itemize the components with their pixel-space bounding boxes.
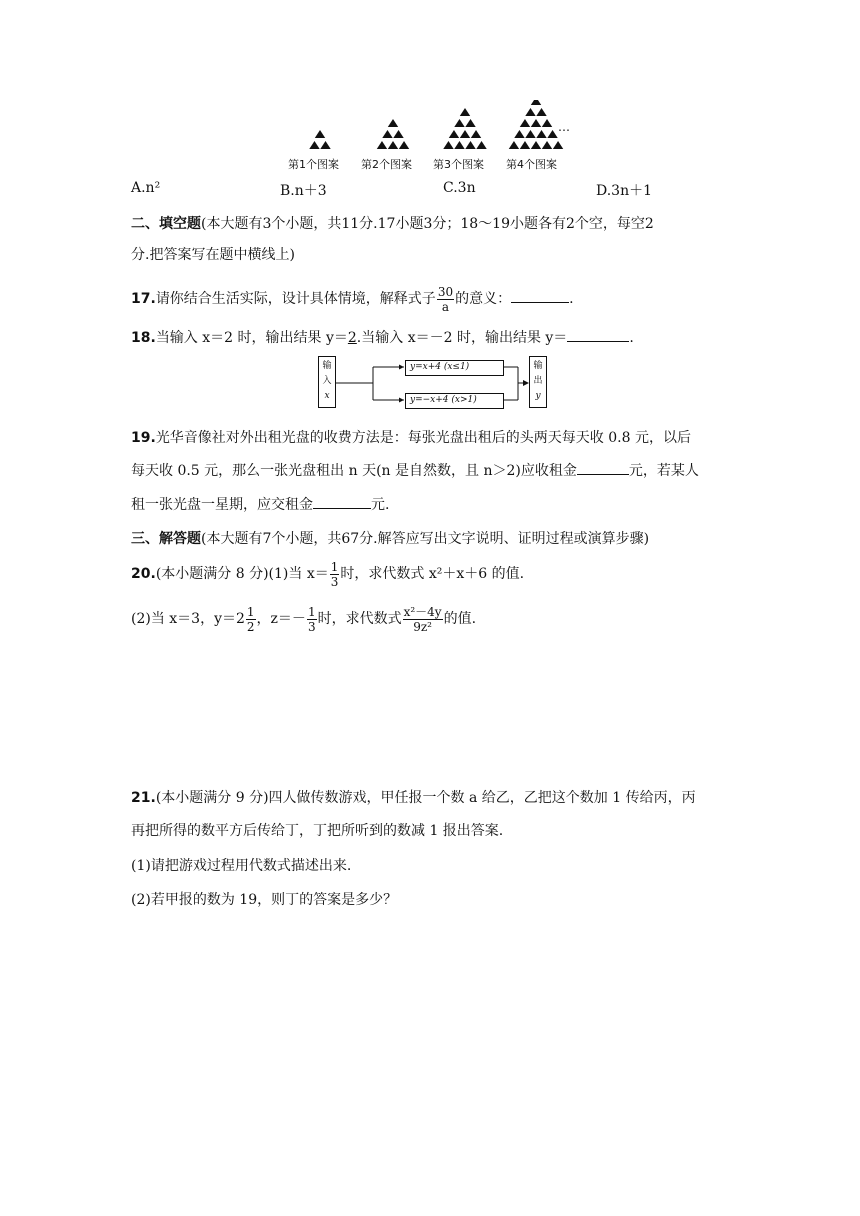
- q20-p2-frac2-num: 1: [307, 604, 316, 619]
- section3-desc: (本大题有7个小题，共67分.解答应写出文字说明、证明过程或演算步骤): [201, 531, 650, 547]
- pattern-3-triangle: [471, 130, 481, 138]
- pattern-2-triangle: [382, 130, 392, 138]
- flow-input-box: [318, 356, 336, 408]
- q17-text-b: 的意义：: [455, 291, 512, 307]
- section3-heading: [131, 529, 649, 549]
- section2-desc-2: 分.把答案写在题中横线上): [131, 247, 295, 263]
- pattern-4-triangle: [531, 141, 541, 149]
- flow-input-char-2: 入: [322, 376, 332, 386]
- question-19-line-3: [131, 494, 389, 515]
- pattern-3-triangle: [460, 108, 470, 116]
- flow-output-char-1: 输: [533, 361, 543, 371]
- q17-answer-blank[interactable]: [511, 288, 569, 303]
- q20-p2-frac2-den: 3: [307, 619, 316, 634]
- q20-p2-fraction-3: [403, 605, 443, 634]
- pattern-3-triangle: [465, 141, 475, 149]
- q20-p2-frac3-num: x²－4y: [403, 604, 442, 619]
- q17-frac-den: a: [441, 299, 450, 314]
- pattern-4-triangle: [531, 119, 541, 127]
- flow-branch-top-text: y=x+4 (x≤1): [410, 362, 470, 372]
- flow-output-var: y: [535, 391, 541, 401]
- option-a: A.n²: [131, 180, 161, 196]
- q19-line3b: 元.: [371, 497, 390, 513]
- q20-p1-frac-den: 3: [330, 574, 339, 589]
- q18-value: 2: [347, 330, 357, 346]
- q20-p1-frac-num: 1: [330, 559, 339, 574]
- pattern-4-triangle: [520, 141, 530, 149]
- triangle-patterns-figure: [280, 100, 580, 155]
- q19-line2b: 元，若某人: [628, 463, 699, 479]
- pattern-4-triangle: [509, 141, 519, 149]
- q18-number: 18.: [131, 330, 156, 346]
- pattern-3-triangle: [460, 130, 470, 138]
- q17-number: 17.: [131, 291, 156, 307]
- q20-p2b: ，z＝－: [256, 611, 306, 627]
- q20-p2d: 的值.: [443, 611, 477, 627]
- pattern-4-triangle: [553, 141, 563, 149]
- flow-branch-bottom-text: y=−x+4 (x>1): [410, 395, 477, 405]
- pattern-4-triangle: [531, 100, 541, 105]
- option-b: B.n＋3: [280, 183, 327, 199]
- pattern-caption-3: 第3个图案: [433, 158, 484, 171]
- pattern-4-triangle: [536, 130, 546, 138]
- flow-output-box: [529, 356, 547, 408]
- q19-answer-blank-1[interactable]: [577, 460, 629, 475]
- q20-number: 20.: [131, 566, 156, 582]
- pattern-3-triangle: [465, 119, 475, 127]
- flow-input-char-1: 输: [322, 361, 332, 371]
- question-21-line-1: [131, 788, 696, 808]
- q18-text-a: 当输入 x＝2 时，输出结果 y＝: [155, 330, 348, 346]
- pattern-1-triangle: [315, 130, 325, 138]
- question-19-line-2: [131, 460, 699, 481]
- q21-line2: 再把所得的数平方后传给丁，丁把所听到的数减 1 报出答案.: [131, 823, 504, 839]
- pattern-1-triangle: [309, 141, 319, 149]
- pattern-2-triangle: [399, 141, 409, 149]
- question-20-part-1: [131, 556, 524, 592]
- q18-answer-blank[interactable]: [567, 327, 629, 342]
- q21-sub1: (1)请把游戏过程用代数式描述出来.: [131, 858, 352, 874]
- pattern-2-triangle: [377, 141, 387, 149]
- question-17: [131, 282, 574, 316]
- q21-line1: (本小题满分 9 分)四人做传数游戏，甲任报一个数 a 给乙，乙把这个数加 1 传给丙，丙: [155, 790, 696, 806]
- pattern-1-triangle: [320, 141, 330, 149]
- q17-frac-num: 30: [437, 284, 454, 299]
- pattern-4-triangle: [536, 108, 546, 116]
- pattern-4-triangle: [525, 130, 535, 138]
- pattern-4-triangle: [542, 141, 552, 149]
- flow-input-var: x: [324, 391, 330, 401]
- pattern-4-triangle: [547, 130, 557, 138]
- q21-number: 21.: [131, 790, 156, 806]
- q20-p1a: (本小题满分 8 分)(1)当 x＝: [155, 566, 329, 582]
- q19-number: 19.: [131, 430, 156, 446]
- q19-line2a: 每天收 0.5 元，那么一张光盘租出 n 天(n 是自然数，且 n＞2)应收租金: [131, 463, 577, 479]
- pattern-caption-4: 第4个图案: [506, 158, 557, 171]
- pattern-caption-2: 第2个图案: [361, 158, 412, 171]
- pattern-4-triangle: [542, 119, 552, 127]
- q17-text-a: 请你结合生活实际，设计具体情境，解释式子: [155, 291, 436, 307]
- q20-p2-frac1-den: 2: [246, 619, 255, 634]
- section2-desc-1: (本大题有3个小题，共11分.17小题3分；18～19小题各有2个空，每空2: [201, 216, 654, 232]
- q20-p2-frac3-den: 9z²: [413, 619, 432, 634]
- pattern-3-triangle: [449, 130, 459, 138]
- pattern-caption-1: 第1个图案: [288, 158, 339, 171]
- pattern-3-triangle: [454, 141, 464, 149]
- q18-end: .: [629, 330, 634, 346]
- q20-p1-fraction: [330, 560, 340, 589]
- q17-end: .: [569, 291, 574, 307]
- q20-p2-fraction-2: [307, 605, 317, 634]
- option-d: D.3n＋1: [596, 183, 653, 199]
- q18-text-b: .当输入 x＝－2 时，输出结果 y＝: [356, 330, 568, 346]
- option-c: C.3n: [443, 180, 476, 196]
- section2-heading: [131, 214, 654, 234]
- question-18: [131, 327, 634, 348]
- figure-ellipsis: …: [558, 120, 570, 134]
- q19-answer-blank-2[interactable]: [313, 494, 371, 509]
- pattern-4-triangle: [525, 108, 535, 116]
- pattern-3-triangle: [443, 141, 453, 149]
- question-20-part-2: [131, 599, 476, 639]
- q17-fraction: [437, 285, 454, 314]
- pattern-3-triangle: [476, 141, 486, 149]
- section3-title: 三、解答题: [131, 531, 201, 547]
- pattern-4-triangle: [520, 119, 530, 127]
- q20-p1b: 时，求代数式 x²＋x＋6 的值.: [340, 566, 525, 582]
- q19-line1: 光华音像社对外出租光盘的收费方法是：每张光盘出租后的头两天每天收 0.8 元，以后: [155, 430, 691, 446]
- flow-output-char-2: 出: [533, 376, 543, 386]
- pattern-2-triangle: [388, 119, 398, 127]
- section2-title: 二、填空题: [131, 216, 201, 232]
- q20-p2-fraction-1: [246, 605, 256, 634]
- q19-line3a: 租一张光盘一星期，应交租金: [131, 497, 313, 513]
- q21-sub2: (2)若甲报的数为 19，则丁的答案是多少？: [131, 892, 398, 908]
- q20-p2c: 时，求代数式: [317, 611, 402, 627]
- flow-branch-bottom: [405, 393, 504, 409]
- question-19-line-1: [131, 428, 691, 448]
- flow-branch-top: [405, 360, 504, 376]
- q20-p2-frac1-num: 1: [246, 604, 255, 619]
- q20-p2a: (2)当 x＝3，y＝2: [131, 611, 245, 627]
- pattern-3-triangle: [454, 119, 464, 127]
- pattern-2-triangle: [393, 130, 403, 138]
- pattern-4-triangle: [514, 130, 524, 138]
- pattern-2-triangle: [388, 141, 398, 149]
